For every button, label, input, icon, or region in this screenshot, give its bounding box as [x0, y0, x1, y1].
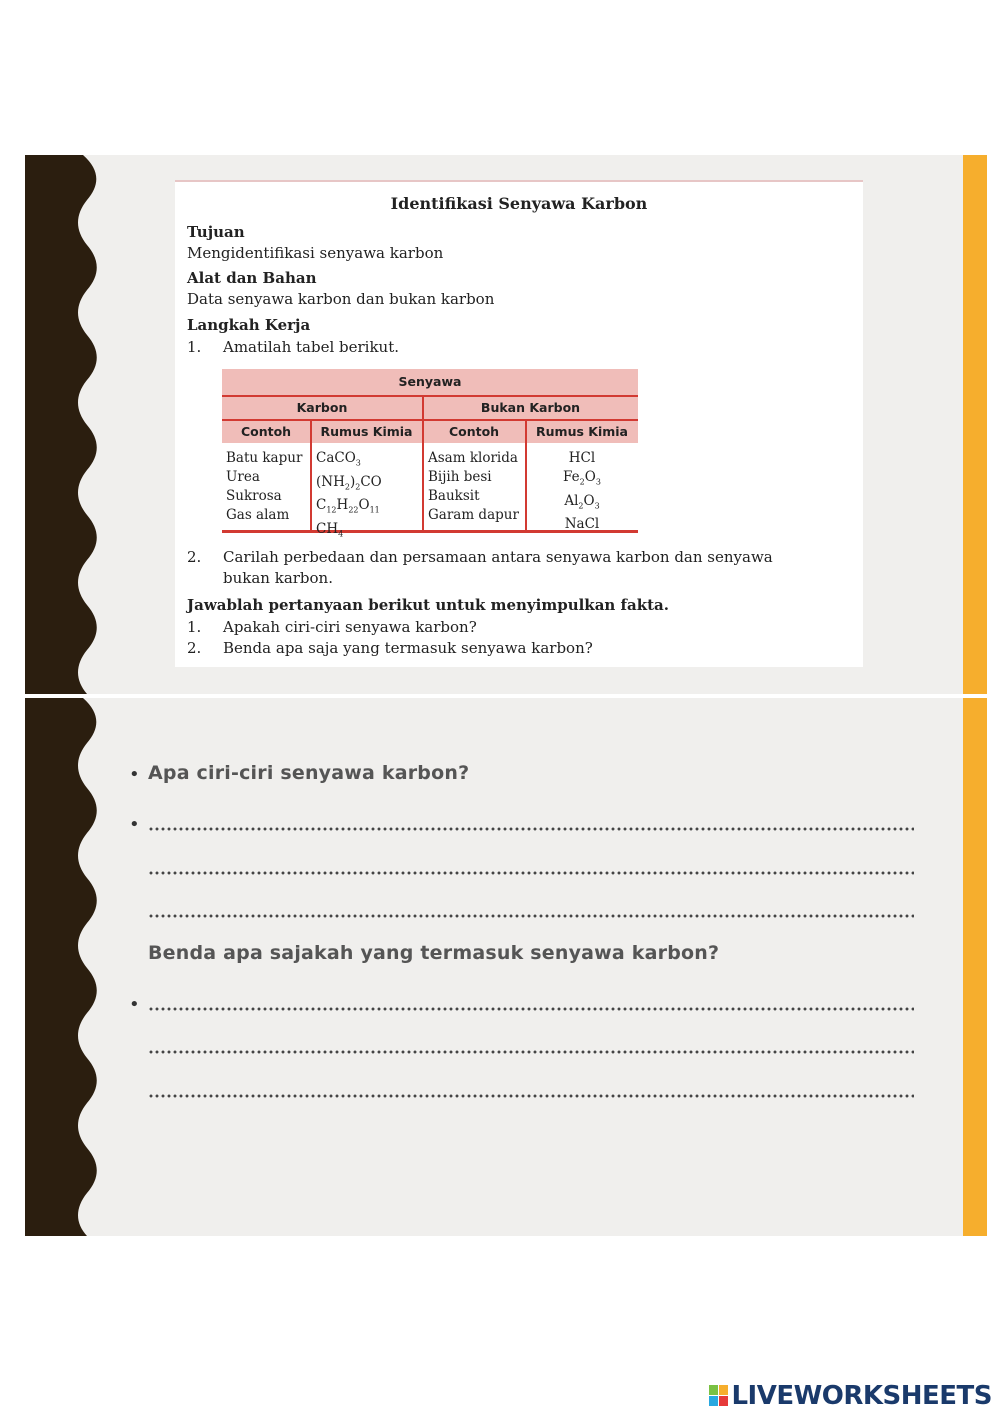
col-rumus-karbon: Rumus Kimia: [320, 424, 413, 439]
table-group-row: [222, 397, 638, 419]
col-contoh-bukan: Contoh: [448, 424, 500, 439]
step-1-number: 1.: [187, 338, 202, 356]
doc-question-1: [187, 618, 477, 636]
langkah-heading: Langkah Kerja: [187, 316, 311, 334]
table-col-header-row: [222, 421, 638, 443]
table-cell: Garam dapur: [428, 507, 519, 523]
formula-urea: $(NH_2)_2CO$: [316, 473, 382, 492]
formula-al2o3: $Al_2O_3$: [564, 492, 600, 511]
table-divider: [310, 421, 312, 531]
slide-document: [25, 155, 987, 694]
formula-sucrose: $C_{12}H_{22}O_{11}$: [316, 497, 380, 516]
step-1-text: Amatilah tabel berikut.: [223, 338, 400, 356]
bullet: •: [129, 994, 140, 1015]
answer-line-1[interactable]: [148, 827, 914, 831]
wavy-border-strip: [25, 155, 115, 694]
liveworksheets-logo[interactable]: [709, 1378, 992, 1414]
table-cell: Urea: [226, 469, 260, 485]
document-title: Identifikasi Senyawa Karbon: [390, 194, 648, 213]
worksheet-question-1: Apa ciri-ciri senyawa karbon?: [148, 762, 470, 784]
table-cell: Sukrosa: [226, 488, 282, 504]
brand-text: LIVEWORKSHEETS: [731, 1381, 992, 1411]
accent-bar: [963, 698, 987, 1236]
table-divider: [422, 397, 424, 531]
formula-methane: $CH_4$: [316, 521, 344, 539]
doc-question-1-number: 1.: [187, 618, 202, 636]
bukan-contoh-column: [428, 449, 519, 525]
doc-question-2-number: 2.: [187, 639, 202, 657]
table-cell: Batu kapur: [226, 450, 303, 466]
formula-fe2o3: $Fe_2O_3$: [563, 469, 601, 487]
table-cell: Gas alam: [226, 507, 290, 523]
group-karbon: Karbon: [296, 400, 348, 415]
table-cell: Asam klorida: [428, 450, 518, 466]
step-2-text: Carilah perbedaan dan persamaan antara senyawa karbon dan senyawa: [223, 548, 773, 566]
slide-worksheet: [25, 698, 987, 1236]
worksheet-question-2: Benda apa sajakah yang termasuk senyawa karbon?: [148, 942, 720, 964]
formula-hcl: HCl: [568, 450, 596, 466]
answer-line-6[interactable]: [148, 1094, 914, 1098]
col-contoh-karbon: Contoh: [240, 424, 292, 439]
formula-caco3: CaCO$_3$: [316, 450, 361, 468]
group-bukan-karbon: Bukan Karbon: [480, 400, 581, 415]
liveworksheets-icon: [709, 1385, 729, 1407]
bukan-rumus-column: [526, 449, 638, 534]
answer-line-2[interactable]: [148, 871, 914, 875]
step-2: [187, 548, 773, 566]
alat-text: Data senyawa karbon dan bukan karbon: [187, 290, 495, 308]
doc-question-1-text: Apakah ciri-ciri senyawa karbon?: [223, 618, 477, 636]
karbon-rumus-column: [316, 449, 382, 544]
jawab-heading: Jawablah pertanyaan berikut untuk menyimpulkan fakta.: [187, 596, 669, 614]
alat-heading: Alat dan Bahan: [187, 269, 317, 287]
accent-bar: [963, 155, 987, 694]
compound-table: [222, 369, 638, 539]
formula-nacl: NaCl: [564, 516, 600, 533]
tujuan-text: Mengidentifikasi senyawa karbon: [187, 244, 444, 262]
step-2-number: 2.: [187, 548, 202, 566]
karbon-contoh-column: [226, 449, 302, 525]
wavy-border-strip: [25, 698, 115, 1236]
bullet: •: [129, 814, 140, 835]
table-header-row: [222, 369, 638, 395]
table-header-senyawa: Senyawa: [398, 374, 462, 389]
bullet: •: [129, 764, 140, 785]
answer-line-4[interactable]: [148, 1007, 914, 1011]
doc-question-2: [187, 639, 593, 657]
tujuan-heading: Tujuan: [187, 223, 245, 241]
table-cell: Bauksit: [428, 488, 480, 504]
col-rumus-bukan: Rumus Kimia: [536, 424, 628, 439]
step-1: [187, 338, 399, 356]
answer-line-5[interactable]: [148, 1050, 914, 1054]
step-2-text-cont: bukan karbon.: [223, 569, 333, 587]
doc-question-2-text: Benda apa saja yang termasuk senyawa karbon?: [223, 639, 593, 657]
answer-line-3[interactable]: [148, 914, 914, 918]
table-cell: Bijih besi: [428, 469, 492, 485]
document-panel: [175, 180, 863, 667]
